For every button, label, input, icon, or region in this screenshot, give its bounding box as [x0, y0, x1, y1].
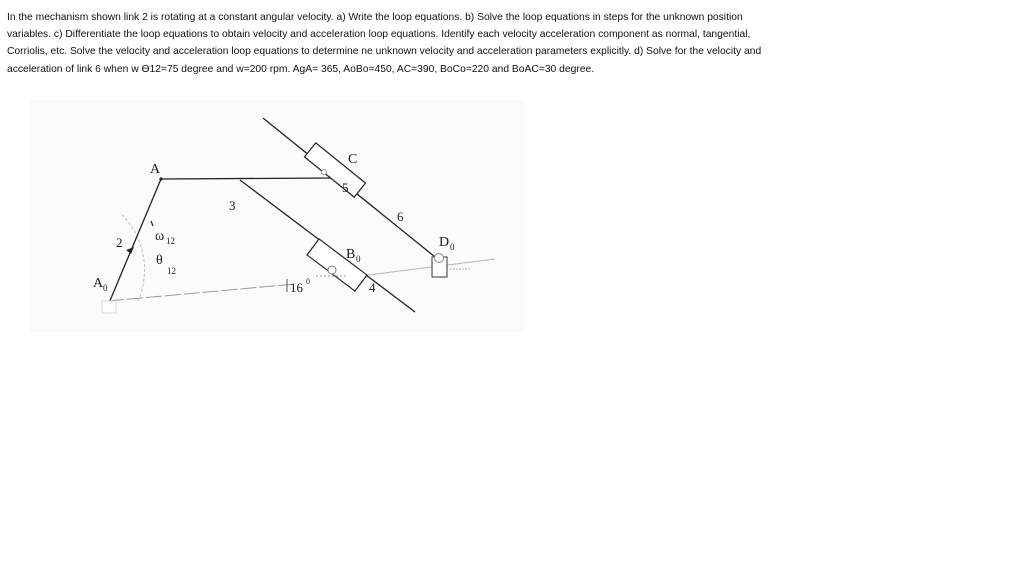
mechanism-diagram — [30, 100, 525, 332]
label-theta: θ — [156, 253, 163, 268]
label-link-6: 6 — [397, 209, 404, 224]
pivot-d0 — [435, 254, 444, 263]
problem-statement: In the mechanism shown link 2 is rotating at a constant angular velocity. a) Write the loop equations. b) Solve the loop equations in steps for the unknown position variables. c) Differentiate the loop equations to obtain velocity and acceleration loop equations. Identify each velocity acceleration component as normal, tangential, Corriolis, etc. Solve the velocity and acceleration loop equations to determine ne unknown velocity and acceleration parameters explicitly. d) Solve for the velocity and acceleration of link 6 when w Ɵ12=75 degree and w=200 rpm. AgA= 365, AoBo=450, AC=390, BoCo=220 and BoAC=30 degree. — [7, 12, 762, 75]
label-b0-sub: 0 — [356, 254, 361, 264]
label-omega-sub: 12 — [166, 236, 175, 246]
pivot-a — [159, 177, 162, 180]
label-link-3: 3 — [229, 198, 236, 213]
label-c: C — [348, 152, 358, 167]
label-angle-unit: 0 — [306, 277, 310, 286]
pivot-b0 — [328, 266, 336, 274]
label-link-5: 5 — [342, 180, 349, 195]
label-angle-value: 16 — [290, 280, 303, 295]
label-b0: B — [346, 247, 356, 262]
label-a0: A — [93, 276, 104, 291]
label-omega: ω — [155, 229, 165, 244]
label-a: A — [150, 162, 161, 177]
label-theta-sub: 12 — [167, 266, 176, 276]
label-a0-sub: 0 — [103, 283, 108, 293]
label-link-2: 2 — [116, 235, 123, 250]
label-d0-sub: 0 — [450, 242, 455, 252]
label-d0: D — [439, 235, 450, 250]
figure-background — [30, 100, 525, 332]
ground-a0 — [102, 301, 116, 313]
label-link-4: 4 — [369, 280, 376, 295]
pivot-c — [322, 170, 327, 175]
mechanism-figure — [30, 100, 525, 332]
